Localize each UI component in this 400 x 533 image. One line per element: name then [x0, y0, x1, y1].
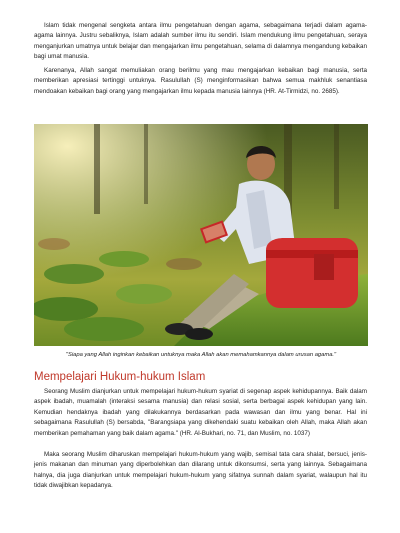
paragraph-obligatory-laws: Maka seorang Muslim diharuskan mempelajari hukum-hukum yang wajib, semisal tata cara shalat, bersuci, jenis-jenis makanan dan minuman yang diperbolehkan dan dilarang untuk dikonsumsi, serta yang lainnya. Sebagaimana halnya, dia juga dianjurkan untuk mempelajari hukum-hukum yang sifatnya sunnah dalam syariat, walaupun hal itu tidak diwajibkan kepadanya. — [34, 451, 367, 490]
photo-caption: "Siapa yang Allah inginkan kebaikan untuknya maka Allah akan memahamkannya dalam urusan agama." — [65, 352, 337, 358]
photo-illustration — [34, 124, 368, 346]
photo-man-reading — [34, 124, 368, 346]
section-heading: Mempelajari Hukum-hukum Islam — [34, 371, 206, 383]
paragraph-intro: Islam tidak mengenal sengketa antara ilmu pengetahuan dengan agama, sebagaimana terjadi dalam agama-agama lainnya. Justru sebaliknya, Islam adalah sumber ilmu itu sendiri. Islam mendukung ilmu pengetahuan, seraya menganjurkan umatnya untuk belajar dan mengajarkan ilmu pengetahuan, selama di dalamnya mengandung kebaikan bagi umat manusia. — [34, 22, 367, 61]
paragraph-learn-sharia: Seorang Muslim dianjurkan untuk mempelajari hukum-hukum syariat di segenap aspek kehidupannya. Baik dalam aspek ibadah, muamalah (interaksi sesama manusia) dan relasi sosial, serta berbagai aspek kehidupan yang lain. Kemudian hendaknya ibadah yang dilakukannya berdasarkan pada wawasan dan ilmu yang benar. Hal ini sebagaimana Rasulullah (S) bersabda, "Barangsiapa yang dikehendaki suatu kebaikan oleh Allah, maka Allah akan memberikan pemahaman yang baik dalam agama." (HR. Al-Bukhari, no. 71, dan Muslim, no. 1037) — [34, 388, 367, 437]
paragraph-allah-honors-scholars: Karenanya, Allah sangat memuliakan orang berilmu yang mau mengajarkan kebaikan bagi manusia, serta memberikan apresiasi tertinggi untuknya. Rasulullah (S) menginformasikan bahwa semua makhluk senantiasa mendoakan kebaikan bagi orang yang mengajarkan ilmu kepada manusia lainnya (HR. At-Tirmidzi, no. 2685). — [34, 67, 367, 95]
